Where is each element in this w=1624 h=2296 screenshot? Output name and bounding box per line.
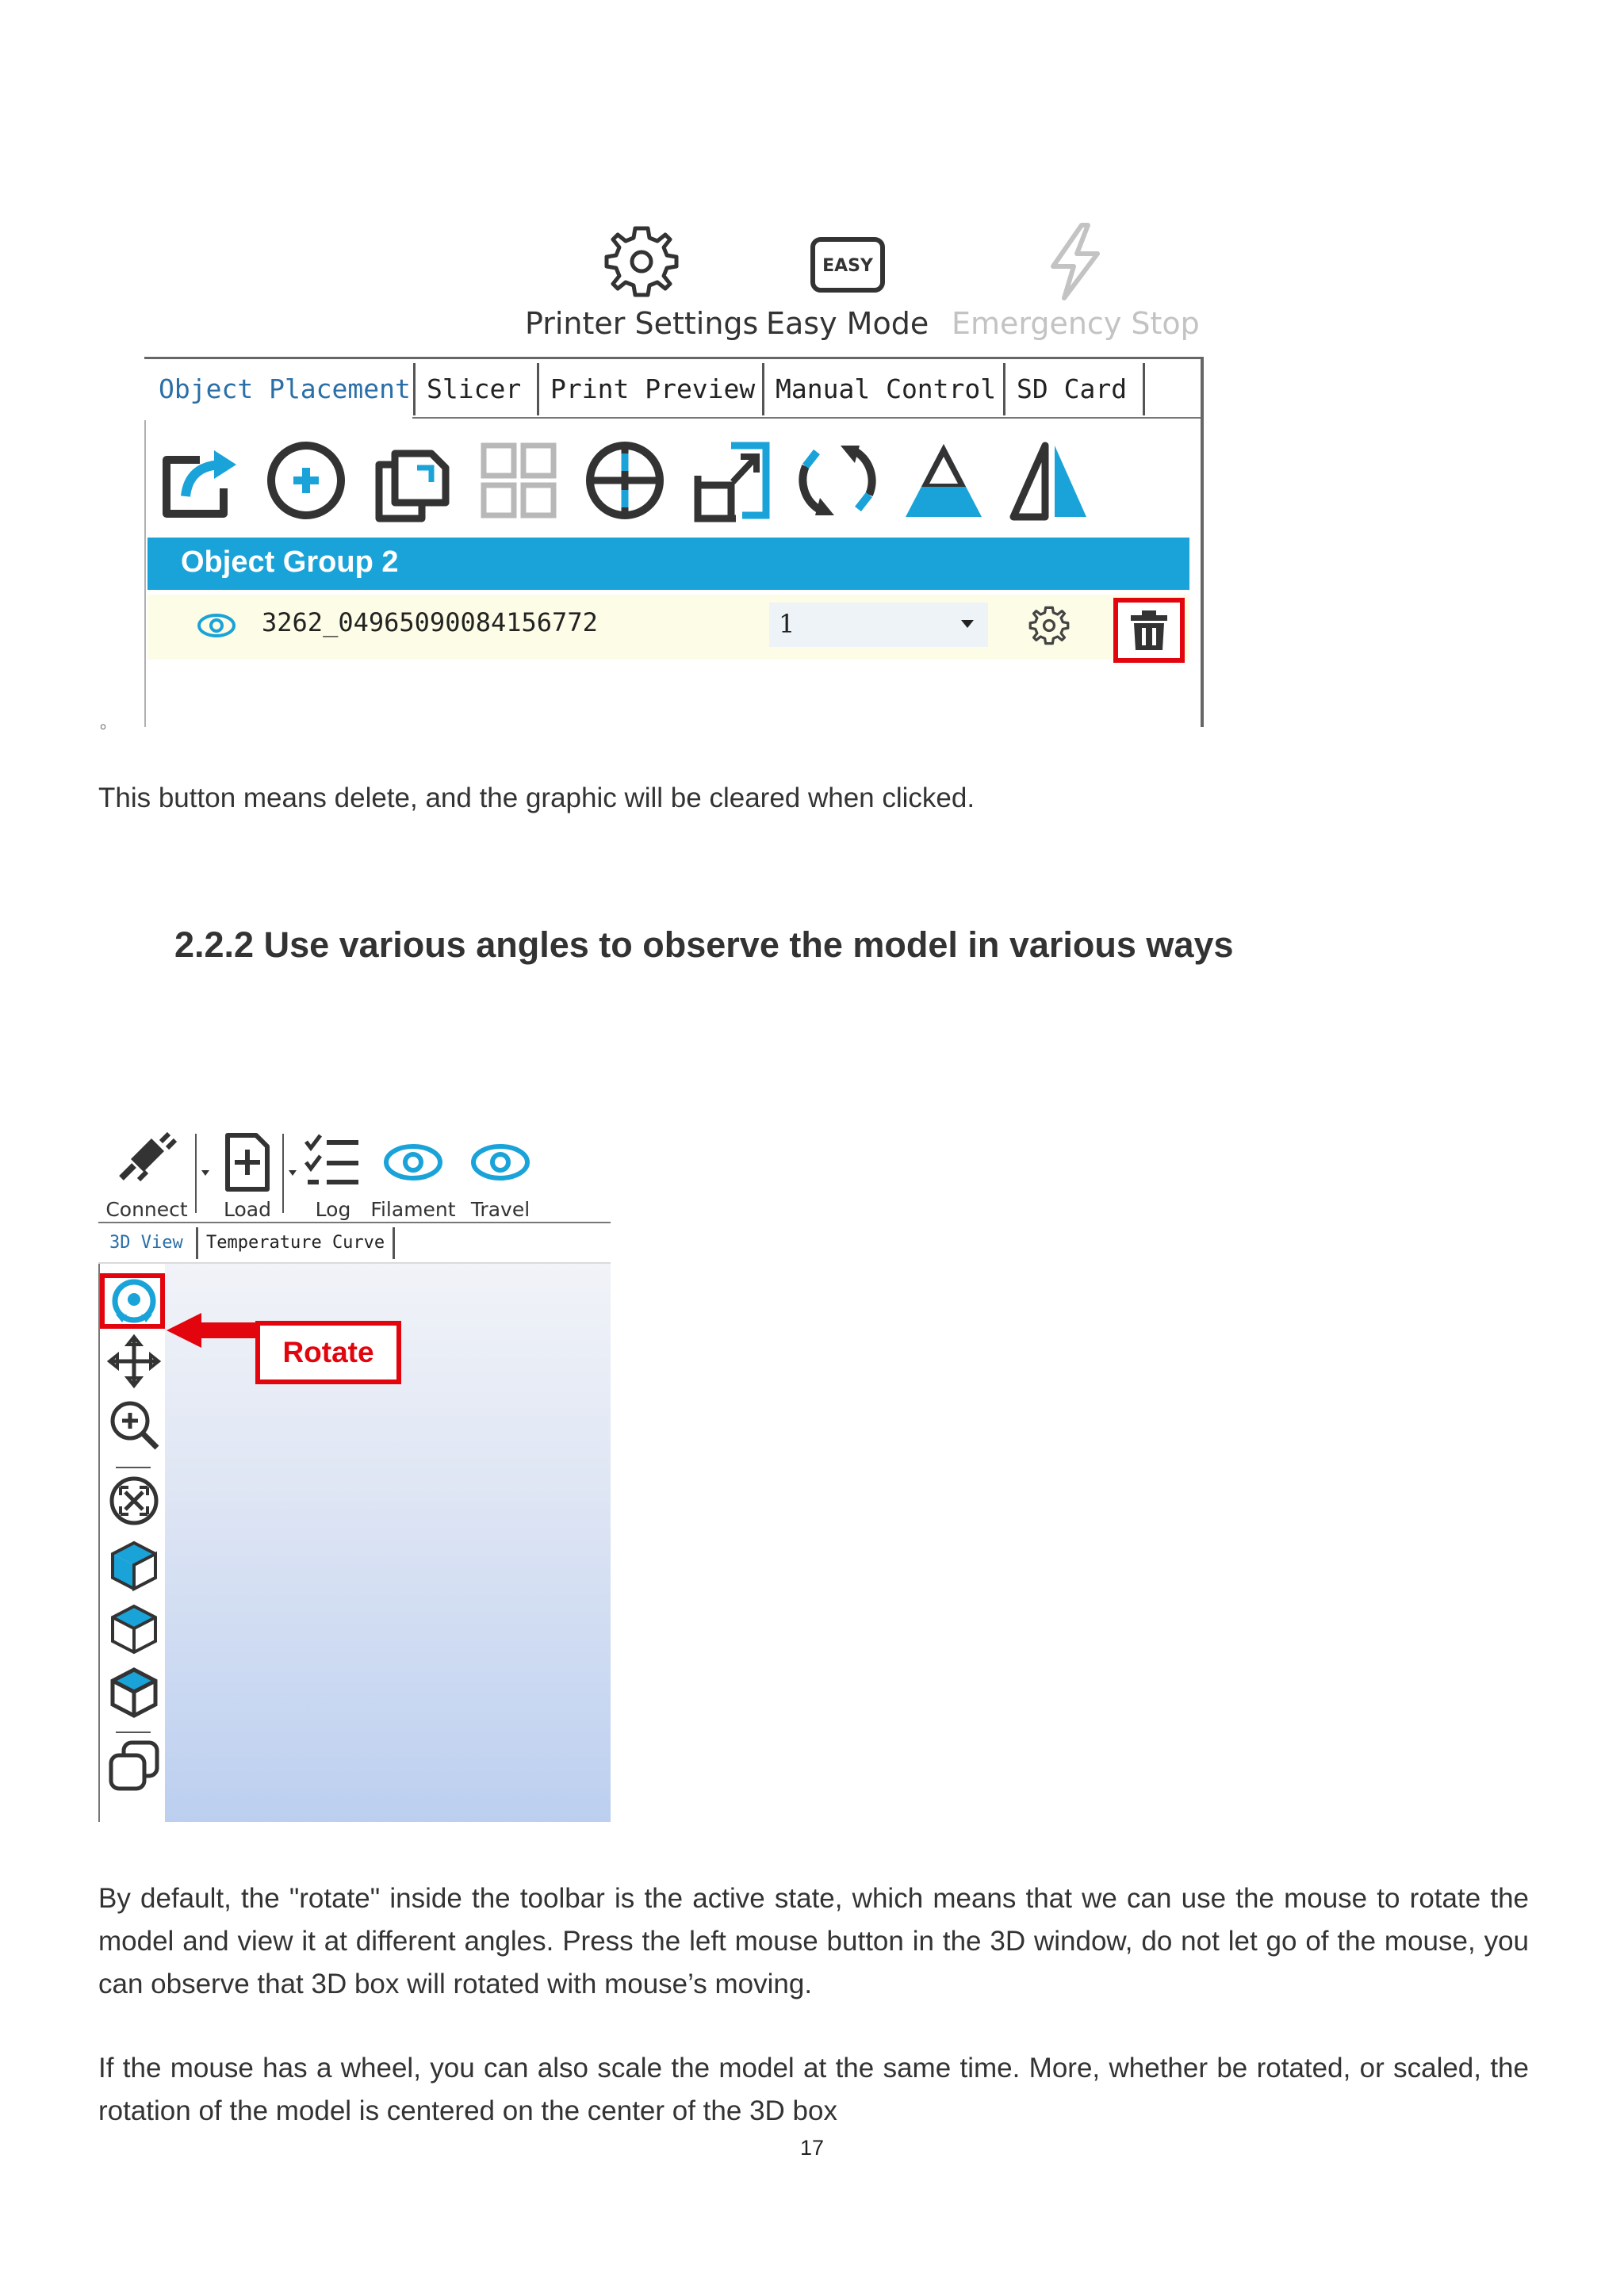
lightning-icon — [1036, 222, 1115, 301]
quantity-dropdown[interactable] — [769, 603, 988, 647]
panel-left-border — [144, 420, 146, 727]
printer-settings-label: Printer Settings — [525, 306, 759, 341]
tool-separator — [116, 1467, 151, 1468]
callout-arrow — [165, 1311, 259, 1349]
toolbar-divider — [98, 1222, 611, 1223]
printer-settings-button[interactable] — [525, 222, 758, 341]
rotate-callout-label: Rotate — [255, 1321, 401, 1384]
tab-3d-view[interactable]: 3D View — [102, 1227, 198, 1259]
toolbar-separator — [282, 1134, 284, 1213]
chevron-down-icon[interactable] — [961, 620, 974, 628]
tab-object-placement[interactable]: Object Placement — [147, 363, 416, 415]
export-icon[interactable] — [155, 436, 244, 525]
move-icon[interactable] — [106, 1334, 162, 1389]
connect-button[interactable] — [103, 1131, 190, 1221]
front-view-icon[interactable] — [106, 1665, 162, 1720]
scale-description: If the mouse has a wheel, you can also scale the model at the same time. More, whether be rotated, or scaled, the rotation of the model is centered on the center of the 3D box — [98, 2053, 1529, 2126]
object-group-name: Object Group 2 — [181, 545, 399, 579]
bullet-mark: 。 — [100, 712, 118, 732]
grid-icon[interactable] — [474, 436, 563, 525]
easy-mode-icon — [808, 222, 887, 301]
section-heading: 2.2.2 Use various angles to observe the model in various ways — [174, 924, 1234, 965]
page-number: 17 — [799, 2136, 825, 2160]
reset-view-icon[interactable] — [106, 1473, 162, 1529]
visibility-eye-icon[interactable] — [197, 612, 236, 639]
connect-label: Connect — [105, 1198, 188, 1221]
easy-mode-button[interactable] — [766, 222, 929, 341]
delete-button[interactable] — [1113, 598, 1185, 663]
gear-icon — [602, 222, 681, 301]
easy-badge-text: EASY — [822, 256, 873, 276]
filament-label: Filament — [370, 1198, 456, 1221]
add-icon[interactable] — [262, 436, 350, 525]
log-list-icon — [303, 1131, 363, 1194]
log-label: Log — [315, 1198, 351, 1221]
rotate-icon[interactable] — [793, 436, 882, 525]
center-icon[interactable] — [580, 436, 669, 525]
object-name: 3262_04965090084156772 — [262, 607, 598, 637]
tab-temperature-curve[interactable]: Temperature Curve — [198, 1227, 395, 1259]
cube-stack-icon[interactable] — [106, 1738, 162, 1793]
emergency-stop-button[interactable] — [952, 222, 1200, 341]
load-label: Load — [224, 1198, 271, 1221]
toolbar-separator — [195, 1134, 197, 1213]
tab-slicer[interactable]: Slicer — [416, 363, 539, 415]
load-button[interactable] — [216, 1131, 279, 1221]
rotate-highlight — [100, 1273, 165, 1329]
emergency-stop-label: Emergency Stop — [952, 306, 1200, 341]
load-file-icon — [220, 1131, 275, 1194]
tab-manual-control[interactable]: Manual Control — [764, 363, 1005, 415]
load-dropdown-arrow[interactable] — [289, 1170, 297, 1176]
travel-label: Travel — [470, 1198, 530, 1221]
log-button[interactable] — [301, 1131, 365, 1221]
quantity-value: 1 — [779, 609, 795, 639]
filament-toggle[interactable] — [370, 1131, 457, 1221]
connect-dropdown-arrow[interactable] — [201, 1170, 209, 1176]
travel-toggle[interactable] — [457, 1131, 544, 1221]
tabs-divider — [412, 417, 1201, 419]
scale-icon[interactable] — [687, 436, 776, 525]
delete-caption: This button means delete, and the graphic will be cleared when clicked. — [98, 783, 975, 813]
mirror-icon[interactable] — [1005, 436, 1094, 525]
object-group-header[interactable] — [147, 538, 1189, 590]
easy-mode-label: Easy Mode — [766, 306, 929, 341]
zoom-icon[interactable] — [106, 1397, 162, 1452]
top-view-icon[interactable] — [106, 1601, 162, 1657]
screenshot-object-placement — [0, 0, 1624, 737]
tab-print-preview[interactable]: Print Preview — [539, 363, 764, 415]
tool-separator — [116, 1732, 151, 1733]
tab-sd-card[interactable]: SD Card — [1005, 363, 1145, 415]
object-settings-gear-icon[interactable] — [1028, 604, 1071, 647]
land-icon[interactable] — [899, 436, 988, 525]
eye-icon — [381, 1131, 445, 1194]
trash-icon — [1118, 603, 1180, 658]
eye-icon — [469, 1131, 532, 1194]
rotate-description: By default, the "rotate" inside the toolbar is the active state, which means that we can use the mouse to rotate the model and view it at different angles. Press the left mouse button in the 3D window, do not let go of the mouse, you can observe that 3D box will rotated with mouse’s moving. — [98, 1883, 1529, 1999]
copy-icon[interactable] — [368, 436, 457, 525]
iso-view-icon[interactable] — [106, 1538, 162, 1594]
connect-plug-icon — [115, 1131, 178, 1194]
view-left-border — [98, 1264, 100, 1822]
